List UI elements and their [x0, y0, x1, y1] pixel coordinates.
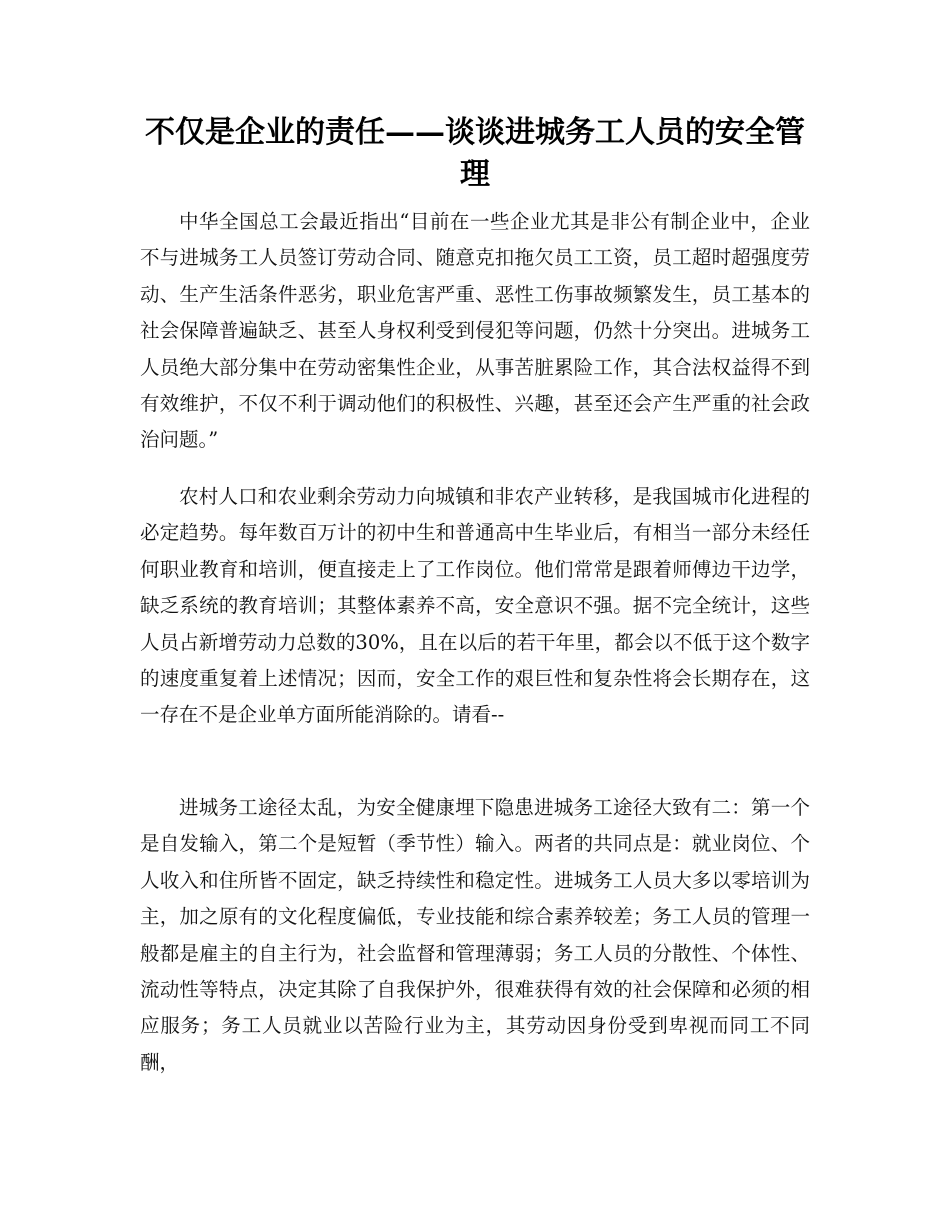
paragraph-2: 农村人口和农业剩余劳动力向城镇和非农产业转移，是我国城市化进程的必定趋势。每年数百万计的初中生和普通高中生毕业后，有相当一部分未经任何职业教育和培训，便直接走上了工作岗位。他们常常是跟着师傅边干边学，缺乏系统的教育培训；其整体素养不高，安全意识不强。据不完全统计，这些人员占新增劳动力总数的30%，且在以后的若干年里，都会以不低于这个数字的速度重复着上述情况；因而，安全工作的艰巨性和复杂性将会长期存在，这一存在不是企业单方面所能消除的。请看-- [140, 485, 810, 727]
paragraph-3: 进城务工途径太乱，为安全健康埋下隐患进城务工途径大致有二：第一个是自发输入，第二个是短暂（季节性）输入。两者的共同点是：就业岗位、个人收入和住所皆不固定，缺乏持续性和稳定性。进城务工人员大多以零培训为主，加之原有的文化程度偏低，专业技能和综合素养较差；务工人员的管理一般都是雇主的自主行为，社会监督和管理薄弱；务工人员的分散性、个体性、流动性等特点，决定其除了自我保护外，很难获得有效的社会保障和必须的相应服务；务工人员就业以苦险行业为主，其劳动因身份受到卑视而同工不同酬， [140, 796, 810, 1074]
paragraph-1: 中华全国总工会最近指出“目前在一些企业尤其是非公有制企业中，企业不与进城务工人员签订劳动合同、随意克扣拖欠员工工资，员工超时超强度劳动、生产生活条件恶劣，职业危害严重、恶性工伤事故频繁发生，员工基本的社会保障普遍缺乏、甚至人身权利受到侵犯等问题，仍然十分突出。进城务工人员绝大部分集中在劳动密集性企业，从事苦脏累险工作，其合法权益得不到有效维护，不仅不利于调动他们的积极性、兴趣，甚至还会产生严重的社会政治问题。” [140, 210, 810, 452]
document-title: 不仅是企业的责任——谈谈进城务工人员的安全管理 [145, 115, 805, 192]
